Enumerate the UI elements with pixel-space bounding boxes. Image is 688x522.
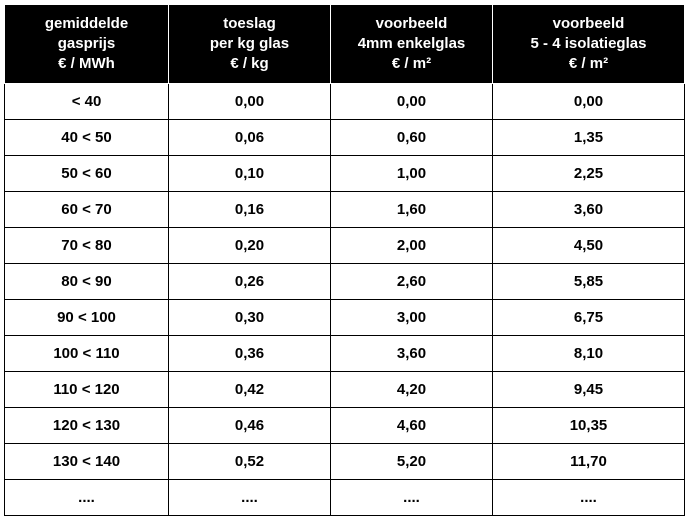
header-line: gasprijs (57, 35, 116, 52)
table-row (5, 336, 685, 372)
cell-insulating-glass: 2,25 (493, 156, 685, 192)
header-line: per kg glas (209, 35, 290, 52)
header-line: toeslag (223, 15, 276, 32)
cell-surcharge: 0,06 (169, 120, 331, 156)
cell-gas-price: 40 < 50 (5, 120, 169, 156)
cell-surcharge: 0,16 (169, 192, 331, 228)
cell-gas-price: 100 < 110 (5, 336, 169, 372)
table-row (5, 156, 685, 192)
cell-single-glass: 2,00 (331, 228, 493, 264)
table-row (5, 372, 685, 408)
table-row (5, 228, 685, 264)
cell-single-glass: 5,20 (331, 444, 493, 480)
table-row (5, 84, 685, 120)
table-row (5, 192, 685, 228)
table-row (5, 264, 685, 300)
header-gas-price (5, 5, 169, 84)
cell-surcharge: 0,10 (169, 156, 331, 192)
header-line: voorbeeld (552, 15, 625, 32)
cell-single-glass: 1,00 (331, 156, 493, 192)
cell-insulating-glass: 3,60 (493, 192, 685, 228)
table-row (5, 408, 685, 444)
cell-single-glass: 0,60 (331, 120, 493, 156)
cell-single-glass: 4,60 (331, 408, 493, 444)
table-row (5, 444, 685, 480)
header-example-insulating-glass (493, 5, 685, 84)
cell-insulating-glass: 5,85 (493, 264, 685, 300)
cell-insulating-glass: 6,75 (493, 300, 685, 336)
cell-surcharge: 0,36 (169, 336, 331, 372)
table-row (5, 300, 685, 336)
cell-gas-price: 60 < 70 (5, 192, 169, 228)
cell-surcharge: 0,42 (169, 372, 331, 408)
header-line: € / m² (568, 55, 609, 72)
header-line: gemiddelde (44, 15, 129, 32)
cell-surcharge: .... (169, 480, 331, 516)
gas-surcharge-table (4, 4, 685, 516)
header-row (5, 5, 685, 84)
header-line: € / m² (391, 55, 432, 72)
cell-insulating-glass: 9,45 (493, 372, 685, 408)
cell-insulating-glass: 1,35 (493, 120, 685, 156)
cell-gas-price: .... (5, 480, 169, 516)
table-row (5, 120, 685, 156)
cell-single-glass: 2,60 (331, 264, 493, 300)
cell-surcharge: 0,46 (169, 408, 331, 444)
table-row (5, 480, 685, 516)
cell-single-glass: 3,60 (331, 336, 493, 372)
cell-insulating-glass: 4,50 (493, 228, 685, 264)
cell-gas-price: 110 < 120 (5, 372, 169, 408)
cell-single-glass: 1,60 (331, 192, 493, 228)
cell-gas-price: 120 < 130 (5, 408, 169, 444)
cell-surcharge: 0,20 (169, 228, 331, 264)
header-line: 4mm enkelglas (357, 35, 466, 52)
cell-insulating-glass: 8,10 (493, 336, 685, 372)
cell-single-glass: 3,00 (331, 300, 493, 336)
cell-surcharge: 0,52 (169, 444, 331, 480)
cell-gas-price: < 40 (5, 84, 169, 120)
cell-insulating-glass: 11,70 (493, 444, 685, 480)
cell-insulating-glass: 10,35 (493, 408, 685, 444)
header-line: 5 - 4 isolatieglas (530, 35, 647, 52)
cell-gas-price: 90 < 100 (5, 300, 169, 336)
cell-surcharge: 0,26 (169, 264, 331, 300)
cell-surcharge: 0,00 (169, 84, 331, 120)
cell-single-glass: 4,20 (331, 372, 493, 408)
cell-gas-price: 130 < 140 (5, 444, 169, 480)
cell-single-glass: .... (331, 480, 493, 516)
cell-insulating-glass: 0,00 (493, 84, 685, 120)
header-line: voorbeeld (375, 15, 448, 32)
cell-gas-price: 80 < 90 (5, 264, 169, 300)
header-line: € / MWh (58, 55, 115, 72)
cell-single-glass: 0,00 (331, 84, 493, 120)
header-example-single-glass (331, 5, 493, 84)
cell-gas-price: 70 < 80 (5, 228, 169, 264)
header-surcharge-per-kg (169, 5, 331, 84)
cell-gas-price: 50 < 60 (5, 156, 169, 192)
cell-surcharge: 0,30 (169, 300, 331, 336)
cell-insulating-glass: .... (493, 480, 685, 516)
header-line: € / kg (230, 55, 269, 72)
